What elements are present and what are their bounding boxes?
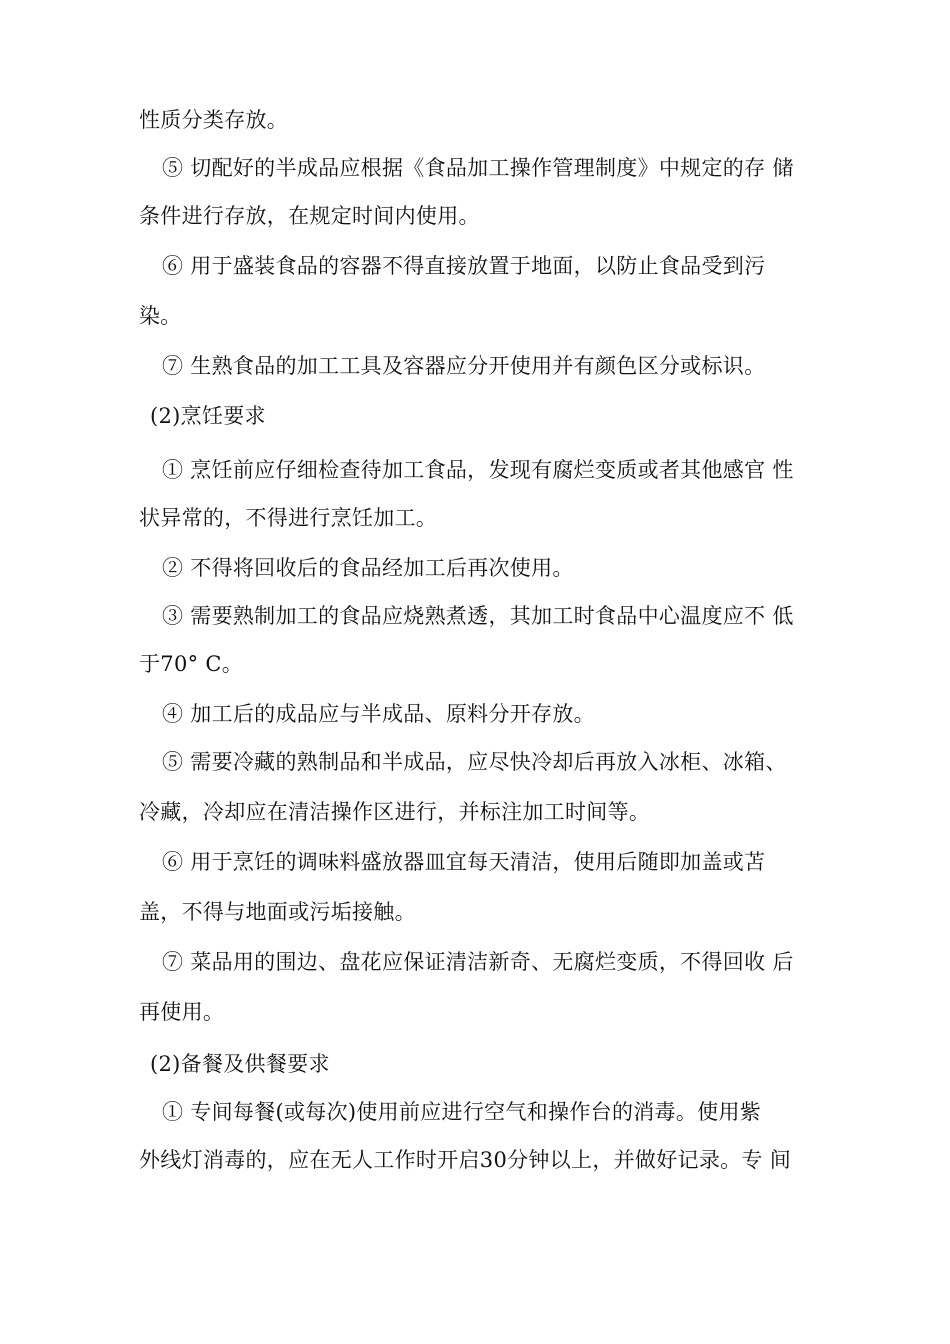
list-item-7: ⑦ 生熟食品的加工工具及容器应分开使用并有颜色区分或标识。 — [162, 354, 766, 378]
list-item-1: ① 烹饪前应仔细检查待加工食品，发现有腐烂变质或者其他感官 性 — [162, 458, 794, 482]
text-line: 再使用。 — [139, 1000, 225, 1024]
list-item-1: ① 专间每餐(或每次)使用前应进行空气和操作台的消毒。使用紫 — [162, 1100, 762, 1124]
list-item-4: ④ 加工后的成品应与半成品、原料分开存放。 — [162, 702, 595, 726]
section-heading: (2)烹饪要求 — [150, 404, 266, 428]
list-item-2: ② 不得将回收后的食品经加工后再次使用。 — [162, 556, 574, 580]
text-line: 性质分类存放。 — [139, 108, 289, 132]
text-line: 外线灯消毒的，应在无人工作时开启30分钟以上，并做好记录。专 间 — [139, 1148, 791, 1172]
list-item-3: ③ 需要熟制加工的食品应烧熟煮透，其加工时食品中心温度应不 低 — [162, 604, 794, 628]
text-line: 冷藏，冷却应在清洁操作区进行，并标注加工时间等。 — [139, 800, 651, 824]
text-line: 染。 — [139, 304, 182, 328]
list-item-6: ⑥ 用于烹饪的调味料盛放器皿宜每天清洁，使用后随即加盖或苫 — [162, 850, 766, 874]
list-item-6: ⑥ 用于盛装食品的容器不得直接放置于地面，以防止食品受到污 — [162, 254, 766, 278]
text-line: 条件进行存放，在规定时间内使用。 — [139, 204, 480, 228]
text-line: 状异常的，不得进行烹饪加工。 — [139, 506, 438, 530]
text-line: 于70° C。 — [139, 652, 244, 676]
section-heading: (2)备餐及供餐要求 — [150, 1052, 330, 1076]
list-item-5: ⑤ 需要冷藏的熟制品和半成品，应尽快冷却后再放入冰柜、冰箱、 — [162, 750, 787, 774]
text-line: 盖，不得与地面或污垢接触。 — [139, 900, 416, 924]
list-item-7: ⑦ 菜品用的围边、盘花应保证清洁新奇、无腐烂变质，不得回收 后 — [162, 950, 794, 974]
list-item-5: ⑤ 切配好的半成品应根据《食品加工操作管理制度》中规定的存 储 — [162, 156, 794, 180]
